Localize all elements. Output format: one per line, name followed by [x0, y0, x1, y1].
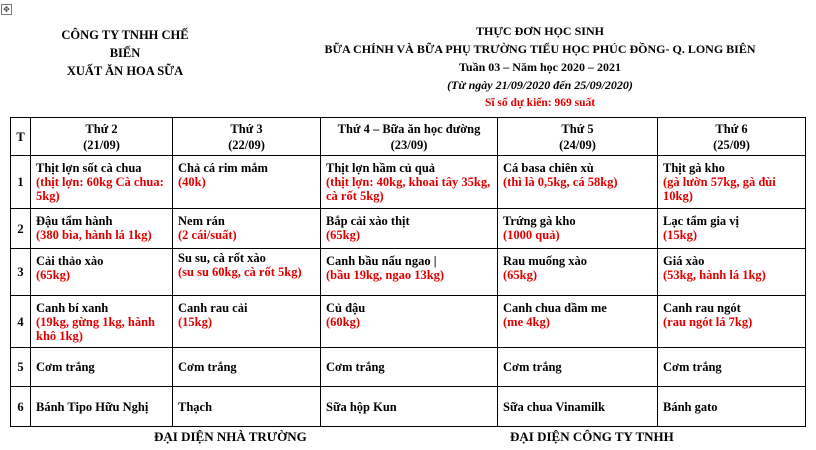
menu-cell: Rau muống xào (65kg) — [498, 249, 658, 296]
header-day: Thứ 4 – Bữa ăn học đường (23/09) — [321, 118, 498, 156]
menu-cell: Trứng gà kho (1000 quả) — [498, 209, 658, 249]
menu-cell: Bắp cải xào thịt (65kg) — [321, 209, 498, 249]
menu-cell: Canh bí xanh (19kg, gừng 1kg, hành khô 1kg) — [31, 296, 173, 348]
table-row — [11, 249, 806, 296]
row-number: 3 — [11, 249, 31, 296]
menu-cell: Thịt gà kho (gà lườn 57kg, gà đùi 10kg) — [658, 156, 806, 209]
menu-title: THỰC ĐƠN HỌC SINH — [476, 24, 604, 38]
menu-cell: Cơm trắng — [173, 348, 321, 387]
menu-table — [10, 117, 806, 427]
table-row — [11, 209, 806, 249]
table-row — [11, 348, 806, 387]
header-day: Thứ 5 (24/09) — [498, 118, 658, 156]
menu-cell: Sữa chua Vinamilk — [498, 387, 658, 427]
company-representative-label: ĐẠI DIỆN CÔNG TY TNHH — [510, 429, 674, 444]
menu-cell: Cơm trắng — [658, 348, 806, 387]
week-label: Tuần 03 – Năm học 2020 – 2021 — [459, 60, 621, 74]
row-number: 5 — [11, 348, 31, 387]
menu-cell: Cơm trắng — [498, 348, 658, 387]
menu-cell: Cơm trắng — [31, 348, 173, 387]
menu-cell: Bánh Tipo Hữu Nghị — [31, 387, 173, 427]
school-representative-label: ĐẠI DIỆN NHÀ TRƯỜNG — [154, 429, 307, 444]
row-number: 6 — [11, 387, 31, 427]
menu-cell: Cá basa chiên xù (thì là 0,5kg, cá 58kg) — [498, 156, 658, 209]
menu-cell: Thạch — [173, 387, 321, 427]
menu-cell: Nem rán (2 cái/suất) — [173, 209, 321, 249]
table-header-row — [11, 118, 806, 156]
date-range: (Từ ngày 21/09/2020 đến 25/09/2020) — [447, 78, 633, 92]
menu-cell: Canh chua dầm me (me 4kg) — [498, 296, 658, 348]
table-row — [11, 156, 806, 209]
row-number: 2 — [11, 209, 31, 249]
menu-cell: Chả cá rim mắm (40k) — [173, 156, 321, 209]
menu-header — [300, 22, 780, 112]
header-day: Thứ 6 (25/09) — [658, 118, 806, 156]
menu-cell: Củ đậu (60kg) — [321, 296, 498, 348]
menu-cell: Canh bầu nấu ngao | (bầu 19kg, ngao 13kg) — [321, 249, 498, 296]
menu-cell: Cơm trắng — [321, 348, 498, 387]
header-day: Thứ 3 (22/09) — [173, 118, 321, 156]
expected-count: Sĩ số dự kiến: 969 suất — [484, 97, 596, 109]
header-day: Thứ 2 (21/09) — [31, 118, 173, 156]
menu-cell: Thịt lợn hầm củ quả (thịt lợn: 40kg, khoai tây 35kg, cà rốt 5kg) — [321, 156, 498, 209]
menu-cell: Sữa hộp Kun — [321, 387, 498, 427]
menu-cell: Canh rau ngót (rau ngót lá 7kg) — [658, 296, 806, 348]
menu-cell: Bánh gato — [658, 387, 806, 427]
company-name-line1: CÔNG TY TNHH CHẾ BIẾN — [61, 28, 189, 60]
row-number: 4 — [11, 296, 31, 348]
table-row — [11, 387, 806, 427]
menu-cell: Cải thảo xào (65kg) — [31, 249, 173, 296]
menu-cell: Lạc tẩm gia vị (15kg) — [658, 209, 806, 249]
menu-cell: Giá xào (53kg, hành lá 1kg) — [658, 249, 806, 296]
company-name-line2: XUẤT ĂN HOA SỮA — [66, 64, 184, 78]
menu-cell: Thịt lợn sốt cà chua (thịt lợn: 60kg Cà chua: 5kg) — [31, 156, 173, 209]
menu-cell: Su su, cà rốt xào (su su 60kg, cà rốt 5kg) — [173, 249, 321, 296]
menu-cell: Đậu tẩm hành (380 bìa, hành lá 1kg) — [31, 209, 173, 249]
table-row — [11, 296, 806, 348]
menu-subtitle: BỮA CHÍNH VÀ BỮA PHỤ TRƯỜNG TIỂU HỌC PHÚC ĐỒNG- Q. LONG BIÊN — [324, 42, 756, 56]
company-name — [50, 26, 200, 80]
header-corner: T — [11, 118, 31, 156]
table-move-handle-icon[interactable]: ✥ — [1, 4, 12, 15]
row-number: 1 — [11, 156, 31, 209]
menu-cell: Canh rau cải (15kg) — [173, 296, 321, 348]
